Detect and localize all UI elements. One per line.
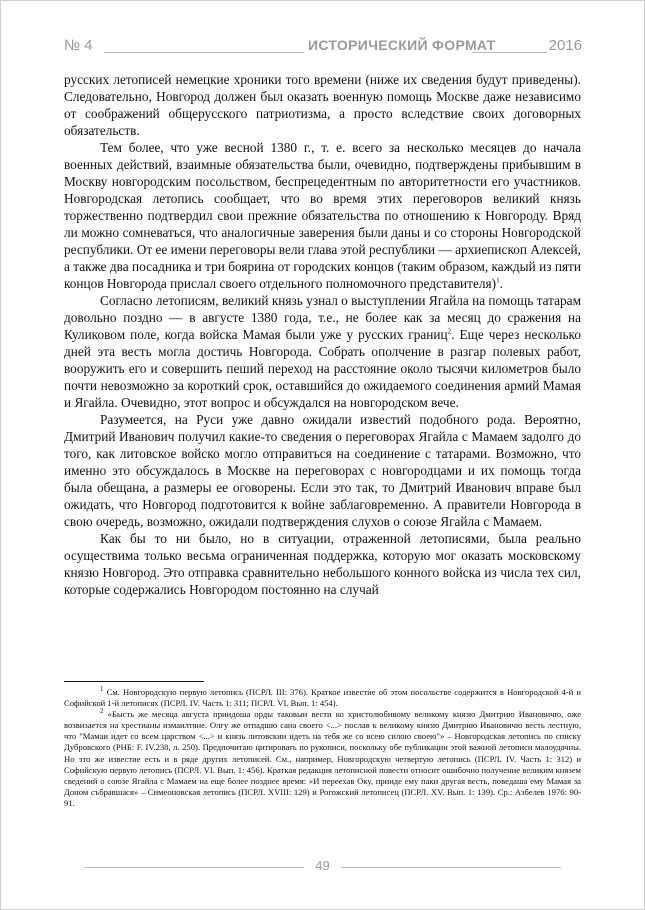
- footnotes: [64, 687, 581, 809]
- paragraph: [64, 292, 581, 411]
- footnote-separator: [64, 681, 204, 682]
- paragraph: [64, 139, 581, 292]
- footnote-mark: 1: [100, 685, 104, 694]
- paragraph-end: .: [499, 276, 503, 291]
- footnote-ref[interactable]: 2: [447, 327, 452, 336]
- journal-title: ИСТОРИЧЕСКИЙ ФОРМАТ: [308, 37, 496, 53]
- footnote-text: См. Новгородскую первую летопись (ПСРЛ. III: 376). Краткое известие об этом посольстве содержится в Новгородской 4-й и Софийской 1-й летописях (ПСРЛ. IV. Часть 1: 311; ПСРЛ. VI. Вып. 1: 454).: [64, 687, 582, 709]
- header-rule-right: [472, 52, 547, 53]
- footnote-text: «Бысть же месяца августа приидоша орды таковыи вести ко христолюбивому великому князю Дмитрию Ивановичю, оже возвизается на хрестианы измаилтяне. Олгу же отпадшю сана своего <...> послав к великому князю Дмитрию Ивановичю весть лестную, что "Мамаи идет со всем царством <...> и князь литовскии идеть на тебя же со всею силою своею"» – Новгородская летопись по списку Дубровского (РНБ: F. IV.238, л. 250). Предпочитаю цитировать по рукописи, поскольку обе публикации этой важной летописи малоудачны. Но это же известие есть и в ряде других летописей. См., например, Новгородскую четвертую летопись (ПСРЛ. IV. Часть 1: 312) и Софийскую первую летопись (ПСРЛ. VI. Вып. 1: 456). Краткая редакция летописной повести относит ошибочно получение великим князем сведений о союзе Ягайла с Мамаем на еще более позднее время: «И переехав Оку, прииде ему паки другая весть, поведаша ему Мамая за Доном събравшася» – Симеоновская летопись (ПСРЛ. XVIII: 129) и Рогожский летописец (ПСРЛ. XV. Вып. 1: 139). Ср.: Азбелев 1976: 90-91.: [64, 709, 582, 808]
- issue-number: № 4: [64, 37, 93, 54]
- issue-year: 2016: [548, 37, 582, 54]
- paragraph-text: Тем более, что уже весной 1380 г., т. е. всего за несколько месяцев до начала военных действий, взаимные обязательства были, очевидно, подтверждены прибывшим в Москву новгородским посольством, беспрецедентным по авторитетности его участников. Новгородская летопись сообщает, что во время этих переговоров великий князь торжественно подтвердил свои прежние обязательства по отношению к Новгороду. Вряд ли можно сомневаться, что аналогичные заверения были даны и со стороны Новгородской республики. От ее имени переговоры вели глава этой республики — архиепископ Алексей, а также два посадника и три боярина от городских концов (таким образом, каждый из пяти концов Новгорода прислал своего отдельного полномочного представителя): [64, 140, 581, 291]
- paragraph-text: Согласно летописям, великий князь узнал о выступлении Ягайла на помощь татарам довольно поздно — в августе 1380 года, т.е., не более как за месяц до сражения на Куликовом поле, когда войска Мамая были уже у русских границ: [64, 293, 581, 342]
- page-number: 49: [315, 858, 330, 873]
- footer-rule-right: [341, 867, 561, 868]
- paragraph: Разумеется, на Руси уже давно ожидали известий подобного рода. Вероятно, Дмитрий Иванович получил какие-то сведения о переговорах Ягайла с Мамаем задолго до того, как литовское войско могло отправиться на соединение с татарами. Возможно, что именно это обсуждалось в Москве на переговорах с новгородцами и их помощь тогда была обещана, а размеры ее оговорены. Если это так, то Дмитрий Иванович вправе был ожидать, что Новгород подготовится к войне заблаговременно. А правители Новгорода в свою очередь, возможно, ожидали подтверждения слухов о союзе Ягайла с Мамаем.: [64, 412, 581, 529]
- page-header: [64, 37, 582, 57]
- footnote: [64, 687, 581, 709]
- article-body: [64, 71, 581, 598]
- page-footer: [84, 858, 561, 874]
- paragraph-text: . Еще через несколько дней эта весть могла достичь Новгорода. Собрать ополчение в разгар полевых работ, вооружить его и совершить пеший переход на расстояние около тысячи километров было почти невозможно за короткий срок, оставшийся до ожидаемого соединения армий Мамая и Ягайла. Очевидно, этот вопрос и обсуждался на новгородском вече.: [64, 327, 581, 410]
- footnote-ref[interactable]: 1: [496, 276, 500, 285]
- header-rule-left: [104, 52, 304, 53]
- footnote: [64, 709, 581, 809]
- paragraph: Как бы то ни было, но в ситуации, отраженной летописями, была реально осуществима только весьма ограниченная поддержка, которую мог оказать московскому князю Новгород. Это отправка сравнительно небольшого конного войска из числа тех сил, которые содержались Новгородом постоянно на случай: [64, 531, 581, 597]
- paragraph: русских летописей немецкие хроники того времени (ниже их сведения будут приведены). Следовательно, Новгород должен был оказать военную помощь Москве даже независимо от соображений общерусского патриотизма, а просто вследствие своих договорных обязательств.: [64, 72, 581, 138]
- footnote-mark: 2: [100, 707, 104, 716]
- footer-rule-left: [84, 867, 304, 868]
